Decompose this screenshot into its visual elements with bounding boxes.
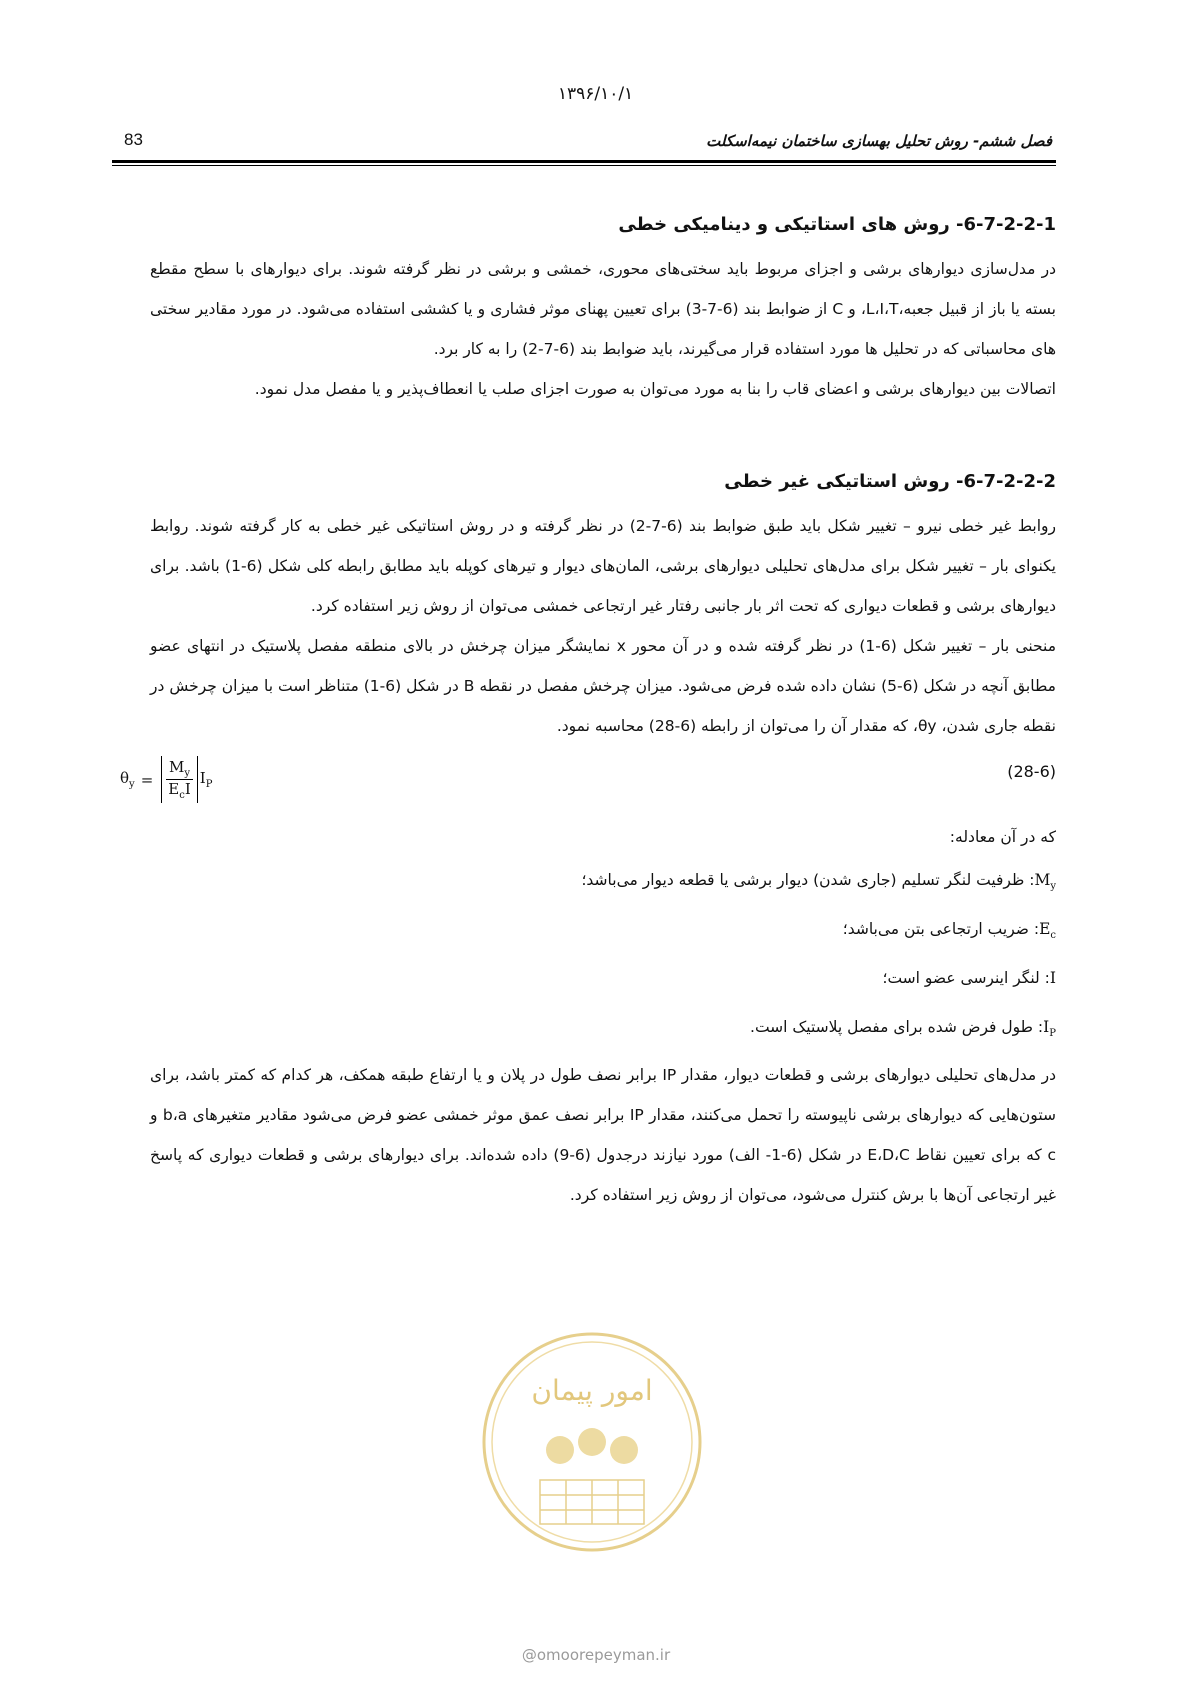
- page-number: 83: [124, 130, 143, 149]
- equation-lhs: $\theta_y$: [120, 769, 135, 790]
- page-body: [120, 214, 1057, 1215]
- header-rule-thick: [112, 160, 1056, 163]
- section-heading-linear: 6-7-2-2-1- روش های استاتیکی و دینامیکی خطی: [618, 214, 1056, 235]
- equation-tail: $I_P$: [199, 769, 213, 790]
- closing-paragraph: در مدل‌های تحلیلی دیوارهای برشی و قطعات دیوار، مقدار IP برابر نصف طول در پلان و یا ارتفاع طبقه همکف، هر کدام که کمتر باشد، برای ستون‌هایی که دیوارهای برشی ناپیوسته را تحمل می‌کنند، مقدار IP برابر نصف عمق موثر خمشی عضو فرض می‌شود مقادیر متغیرهای b،a و c که برای تعیین نقاط E،D،C در شکل (6-1- الف) مورد نیازند درجدول (6-9) داده شده‌اند. برای دیوارهای برشی و قطعات دیواری که پاسخ غیر ارتجاعی آن‌ها با برش کنترل می‌شود، می‌توان از روش زیر استفاده کرد.: [150, 1066, 1056, 1205]
- equation-bracket: [161, 756, 198, 803]
- definitions-intro: که در آن معادله:: [949, 828, 1056, 846]
- watermark-website: @omoorepeyman.ir: [521, 1646, 671, 1664]
- equation: [120, 756, 212, 803]
- definition-item: I: لنگر اینرسی عضو است؛: [882, 969, 1056, 988]
- definition-item: $I_P$: طول فرض شده برای مفصل پلاستیک است.: [750, 1018, 1056, 1040]
- equation-row: [120, 752, 1056, 816]
- chapter-title: فصل ششم- روش تحلیل بهسازی ساختمان نیمه‌اسکلت: [706, 132, 1052, 150]
- equation-equals: =: [140, 770, 154, 789]
- equation-numerator: $M_y$: [166, 758, 193, 780]
- paragraph: روابط غیر خطی نیرو – تغییر شکل باید طبق ضوابط بند (6-7-2) در نظر گرفته و در روش استاتیکی غیر خطی به کار گرفته شوند. روابط یکنوای بار – تغییر شکل برای مدل‌های تحلیلی دیوارهای برشی، المان‌های دیوار و تیرهای کوپله باید مطابق رابطه کلی شکل (6-1) باشد. برای دیوارهای برشی و قطعات دیواری که تحت اثر بار جانبی رفتار غیر ارتجاعی خمشی می‌توان از روش زیر استفاده کرد.: [150, 517, 1057, 615]
- equation-number: (28-6): [1007, 762, 1056, 781]
- equation-denominator: $E_cI$: [168, 780, 191, 801]
- document-date: ۱۳۹۶/۱۰/۱: [557, 84, 634, 104]
- definition-item: $E_c$: ضریب ارتجاعی بتن می‌باشد؛: [842, 920, 1056, 942]
- equation-fraction: [165, 758, 194, 801]
- definitions-list: [150, 816, 1056, 1055]
- watermark-logo-icon: [480, 1330, 704, 1554]
- section-heading-nonlinear: 6-7-2-2-2- روش استاتیکی غیر خطی: [724, 471, 1056, 492]
- definition-item: $M_y$: ظرفیت لنگر تسلیم (جاری شدن) دیوار برشی یا قطعه دیوار می‌باشد؛: [581, 871, 1056, 893]
- page-header: [112, 126, 1056, 160]
- paragraph: در مدل‌سازی دیوارهای برشی و اجزای مربوط باید سختی‌های محوری، خمشی و برشی در نظر گرفته شوند. برای دیوارهای با سطح مقطع بسته یا باز از قبیل جعبه،L،I،T، و C از ضوابط بند (6-7-3) برای تعیین پهنای موثر فشاری و یا کششی استفاده می‌شود. در مورد مقادیر سختی های محاسباتی که در تحلیل ها مورد استفاده قرار می‌گیرند، باید ضوابط بند (6-7-2) را به کار برد.: [150, 260, 1056, 358]
- header-rule-thin: [112, 165, 1056, 166]
- paragraph: اتصالات بین دیوارهای برشی و اعضای قاب را بنا به مورد می‌توان به صورت اجزای صلب یا انعطاف‌پذیر و یا مفصل مدل نمود.: [254, 380, 1056, 398]
- paragraph: منحنی بار – تغییر شکل (6-1) در نظر گرفته شده و در آن محور x نمایشگر میزان چرخش در بالای منطقه مفصل پلاستیک در انتهای عضو مطابق آنچه در شکل (6-5) نشان داده شده فرض می‌شود. میزان چرخش مفصل در نقطه B در شکل (6-1) متناظر است با میزان چرخش در نقطه جاری شدن، θy، که مقدار آن را می‌توان از رابطه (6-28) محاسبه نمود.: [150, 637, 1056, 735]
- svg-text:امور پیمان: امور پیمان: [531, 1374, 653, 1407]
